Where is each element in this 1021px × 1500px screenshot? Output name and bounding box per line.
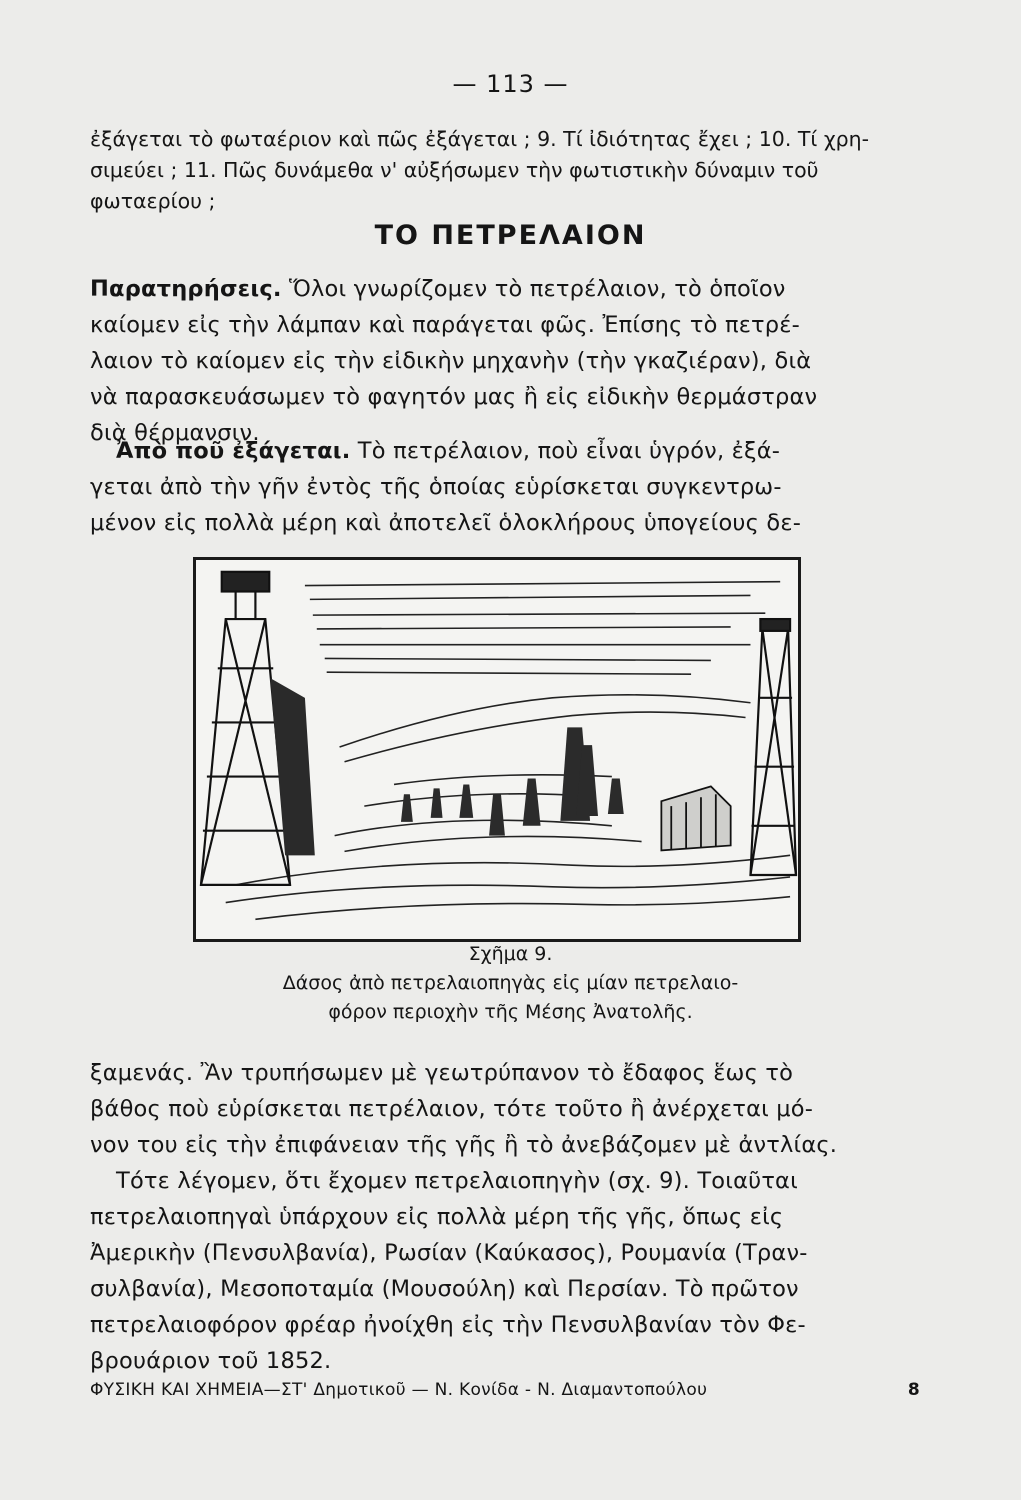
oil-derricks-illustration (193, 557, 801, 942)
intro-line: σιμεύει ; 11. Πῶς δυνάμεθα ν' αὐξήσωμεν τὴν φωτιστικὴν δύναμιν τοῦ (90, 158, 819, 182)
observations-line: νὰ παρασκευάσωμεν τὸ φαγητόν μας ἢ εἰς εἰδικὴν θερμάστραν (90, 384, 818, 410)
final-line: πετρελαιοπηγαὶ ὑπάρχουν εἰς πολλὰ μέρη τῆς γῆς, ὅπως εἰς (90, 1204, 784, 1230)
footer-text: ΦΥΣΙΚΗ ΚΑΙ ΧΗΜΕΙΑ—ΣΤ' Δημοτικοῦ — Ν. Κονίδα - Ν. Διαμαντοπούλου (90, 1380, 708, 1400)
observations-line: διὰ θέρμανσιν. (90, 420, 260, 446)
caption-line: Δάσος ἀπὸ πετρελαιοπηγὰς εἰς μίαν πετρελαιο- (282, 972, 739, 994)
final-line: συλβανία), Μεσοποταμία (Μουσούλη) καὶ Περσίαν. Τὸ πρῶτον (90, 1276, 799, 1302)
final-line: Τότε λέγομεν, ὅτι ἔχομεν πετρελαιοπηγὴν (σχ. 9). Τοιαῦται (116, 1168, 798, 1194)
intro-line: φωταερίου ; (90, 189, 216, 213)
observations-line: καίομεν εἰς τὴν λάμπαν καὶ παράγεται φῶς. Ἐπίσης τὸ πετρέ- (90, 312, 800, 338)
continuation-paragraph (90, 1055, 920, 1163)
section-heading: ΤΟ ΠΕΤΡΕΛΑΙΟΝ (374, 220, 647, 251)
signature-mark: 8 (907, 1380, 920, 1400)
origin-text: Τὸ πετρέλαιον, ποὺ εἶναι ὑγρόν, ἐξά- (350, 438, 781, 464)
continuation-line: νον του εἰς τὴν ἐπιφάνειαν τῆς γῆς ἢ τὸ ἀνεβάζομεν μὲ ἀντλίας. (90, 1132, 838, 1158)
final-line: Ἀμερικὴν (Πενσυλβανία), Ρωσίαν (Καύκασος), Ρουμανία (Τραν- (90, 1240, 808, 1266)
origin-paragraph (90, 433, 920, 541)
origin-label: Ἀπὸ ποῦ ἐξάγεται. (116, 438, 351, 464)
page-footer (90, 1380, 920, 1400)
final-line: πετρελαιοφόρον φρέαρ ἠνοίχθη εἰς τὴν Πενσυλβανίαν τὸν Φε- (90, 1312, 806, 1338)
figure-caption (0, 940, 1021, 1027)
final-line: βρουάριον τοῦ 1852. (90, 1348, 332, 1374)
caption-line: φόρον περιοχὴν τῆς Μέσης Ἀνατολῆς. (328, 1001, 693, 1023)
origin-line: μένον εἰς πολλὰ μέρη καὶ ἀποτελεῖ ὁλοκλήρους ὑπογείους δε- (90, 510, 802, 536)
observations-line: λαιον τὸ καίομεν εἰς τὴν εἰδικὴν μηχανὴν (τὴν γκαζιέραν), διὰ (90, 348, 812, 374)
intro-line: ἐξάγεται τὸ φωταέριον καὶ πῶς ἐξάγεται ; 9. Τί ἰδιότητας ἔχει ; 10. Τί χρη- (90, 127, 870, 151)
observations-line (90, 271, 920, 307)
observations-text: Ὅλοι γνωρίζομεν τὸ πετρέλαιον, τὸ ὁποῖον (281, 276, 786, 302)
origin-line (90, 433, 920, 469)
continuation-line: ξαμενάς. Ἂν τρυπήσωμεν μὲ γεωτρύπανον τὸ ἔδαφος ἕως τὸ (90, 1060, 794, 1086)
final-paragraph (90, 1163, 920, 1379)
observations-paragraph (90, 271, 920, 451)
continuation-line: βάθος ποὺ εὑρίσκεται πετρέλαιον, τότε τοῦτο ἢ ἀνέρχεται μό- (90, 1096, 814, 1122)
observations-label: Παρατηρήσεις. (90, 276, 282, 302)
derricks-drawing (196, 560, 798, 939)
intro-paragraph (90, 124, 920, 217)
origin-line: γεται ἀπὸ τὴν γῆν ἐντὸς τῆς ὁποίας εὑρίσκεται συγκεντρω- (90, 474, 782, 500)
caption-title: Σχῆμα 9. (468, 943, 553, 965)
page-number: — 113 — (452, 70, 569, 98)
